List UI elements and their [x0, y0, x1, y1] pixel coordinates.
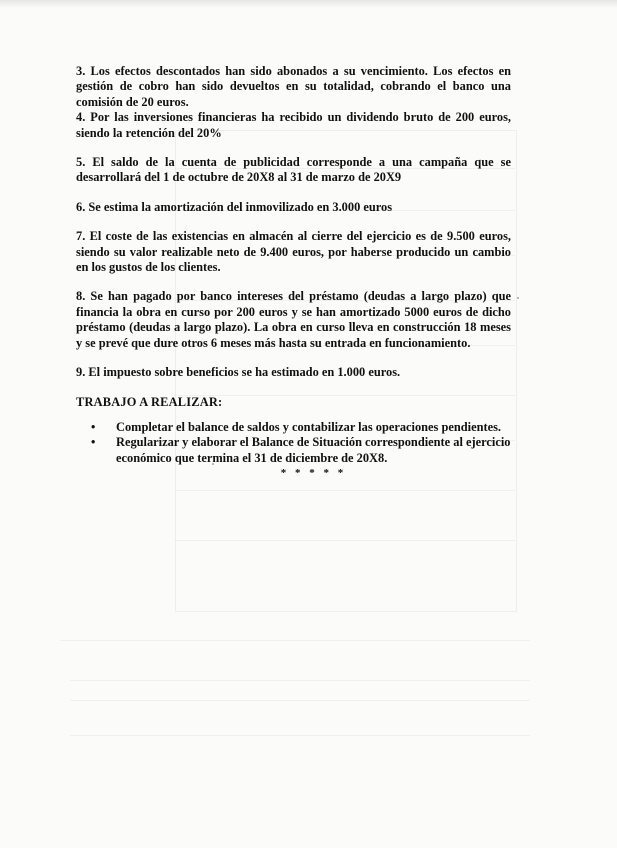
paragraph-5: 5. El saldo de la cuenta de publicidad corresponde a una campaña que se desarrollará del 1 de octubre de 20X8 al 31 de marzo de 20X9 — [76, 155, 511, 185]
bullet-icon: • — [91, 419, 96, 434]
bleed-through-line — [60, 640, 530, 641]
section-heading: TRABAJO A REALIZAR: — [76, 394, 223, 409]
document-body — [76, 64, 511, 482]
bullet-icon: • — [91, 435, 96, 450]
scan-top-edge — [0, 0, 617, 8]
end-mark: * * * * * — [280, 467, 347, 480]
paragraph-9: 9. El impuesto sobre beneficios se ha estimado en 1.000 euros. — [76, 365, 401, 380]
paragraph-8: 8. Se han pagado por banco intereses del préstamo (deudas a largo plazo) que financia la obra en curso por 200 euros y se han amortizado 5000 euros de dicho préstamo (deudas a largo plazo). La obra en curso lleva en construcción 18 meses y se prevé que dure otros 6 meses más hasta su entrada en funcionamiento. — [76, 289, 511, 350]
task-list — [76, 420, 511, 466]
task-item — [76, 435, 511, 466]
bleed-through-line — [175, 540, 515, 541]
bleed-through-line — [175, 490, 515, 491]
paragraph-4: 4. Por las inversiones financieras ha recibido un dividendo bruto de 200 euros, siendo la retención del 20% — [76, 110, 511, 140]
paragraph-6: 6. Se estima la amortización del inmovilizado en 3.000 euros — [76, 199, 393, 214]
bleed-through-line — [70, 735, 530, 736]
paragraph-3: 3. Los efectos descontados han sido abonados a su vencimiento. Los efectos en gestión de cobro han sido devueltos en su totalidad, cobrando el banco una comisión de 20 euros. — [76, 64, 511, 109]
task-item — [76, 420, 511, 435]
bleed-through-line — [70, 700, 530, 701]
scan-speck — [517, 297, 519, 299]
task-text: Completar el balance de saldos y contabilizar las operaciones pendientes. — [116, 419, 502, 434]
paragraph-7: 7. El coste de las existencias en almacén al cierre del ejercicio es de 9.500 euros, siendo su valor realizable neto de 9.400 euros, por haberse producido un cambio en los gustos de los clientes. — [76, 229, 511, 275]
bleed-through-line — [70, 680, 530, 681]
task-text: Regularizar y elaborar el Balance de Situación correspondiente al ejercicio económico que termina el 31 de diciembre de 20X8. — [116, 435, 511, 465]
